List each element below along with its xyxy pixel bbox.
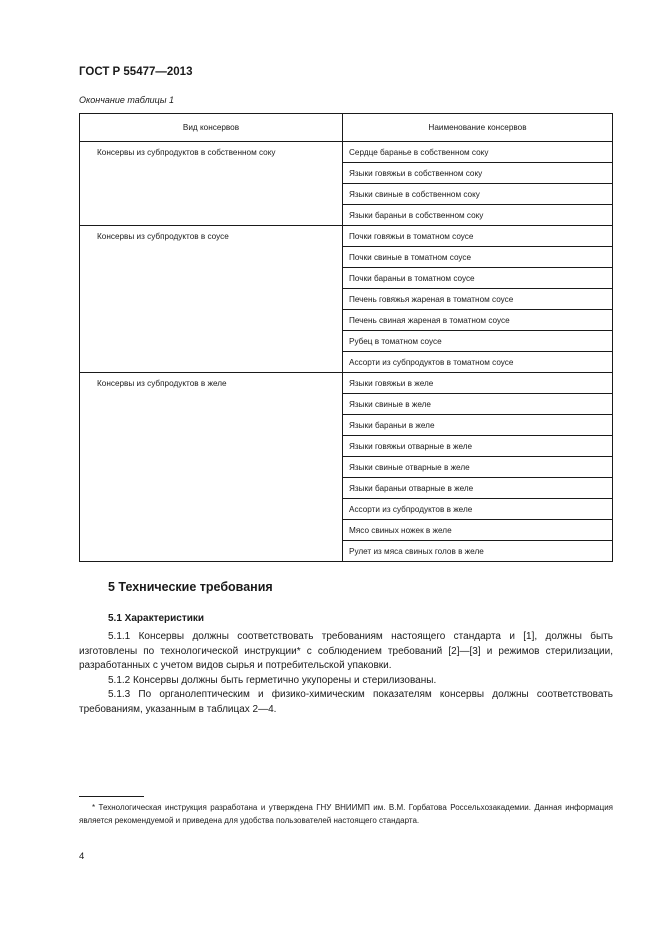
product-name-cell: Языки свиные в желе xyxy=(343,394,613,415)
product-name-cell: Языки говяжьи в желе xyxy=(343,373,613,394)
product-name-cell: Рулет из мяса свиных голов в желе xyxy=(343,541,613,562)
table-header-row xyxy=(80,114,613,142)
product-name-cell: Языки свиные отварные в желе xyxy=(343,457,613,478)
product-name-cell: Языки говяжьи в собственном соку xyxy=(343,163,613,184)
product-name-cell: Мясо свиных ножек в желе xyxy=(343,520,613,541)
product-name-cell: Почки свиные в томатном соусе xyxy=(343,247,613,268)
paragraph-5-1-1: 5.1.1 Консервы должны соответствовать требованиям настоящего стандарта и [1], должны быть изготовлены по технологической инструкции* с соблюдением требований [2]—[3] и режимов стерилизации, разработанных с учетом видов сырья и потребительской упаковки. xyxy=(79,631,613,671)
table-row xyxy=(80,373,613,394)
document-header: ГОСТ Р 55477—2013 xyxy=(79,66,193,78)
page-number: 4 xyxy=(79,851,85,862)
paragraph-5-1-2: 5.1.2 Консервы должны быть герметично укупорены и стерилизованы. xyxy=(108,674,437,686)
product-name-cell: Языки свиные в собственном соку xyxy=(343,184,613,205)
product-name-cell: Языки бараньи отварные в желе xyxy=(343,478,613,499)
product-type-cell: Консервы из субпродуктов в собственном соку xyxy=(80,142,343,226)
product-name-cell: Рубец в томатном соусе xyxy=(343,331,613,352)
product-name-cell: Ассорти из субпродуктов в желе xyxy=(343,499,613,520)
product-name-cell: Ассорти из субпродуктов в томатном соусе xyxy=(343,352,613,373)
section-body xyxy=(79,630,613,717)
product-name-cell: Языки бараньи в собственном соку xyxy=(343,205,613,226)
paragraph-5-1-3: 5.1.3 По органолептическим и физико-химическим показателям консервы должны соответствовать требованиям, указанным в таблицах 2—4. xyxy=(79,689,613,715)
product-name-cell: Печень свиная жареная в томатном соусе xyxy=(343,310,613,331)
product-name-cell: Языки бараньи в желе xyxy=(343,415,613,436)
column-header-name: Наименование консервов xyxy=(343,114,613,142)
product-name-cell: Почки бараньи в томатном соусе xyxy=(343,268,613,289)
column-header-type: Вид консервов xyxy=(80,114,343,142)
canned-goods-table xyxy=(79,113,613,562)
product-type-cell: Консервы из субпродуктов в соусе xyxy=(80,226,343,373)
product-name-cell: Языки говяжьи отварные в желе xyxy=(343,436,613,457)
table-caption: Окончание таблицы 1 xyxy=(79,95,174,105)
product-name-cell: Печень говяжья жареная в томатном соусе xyxy=(343,289,613,310)
footnote: * Технологическая инструкция разработана и утверждена ГНУ ВНИИМП им. В.М. Горбатова Россельхозакадемии. Данная информация является рекомендуемой и приведена для удобства пользователей настоящего стандарта. xyxy=(79,803,613,825)
table-body xyxy=(80,142,613,562)
table-row xyxy=(80,226,613,247)
product-name-cell: Почки говяжьи в томатном соусе xyxy=(343,226,613,247)
footnote-divider xyxy=(79,796,144,797)
subsection-title: 5.1 Характеристики xyxy=(108,613,205,624)
section-title: 5 Технические требования xyxy=(108,580,273,594)
table-row xyxy=(80,142,613,163)
product-name-cell: Сердце баранье в собственном соку xyxy=(343,142,613,163)
product-type-cell: Консервы из субпродуктов в желе xyxy=(80,373,343,562)
